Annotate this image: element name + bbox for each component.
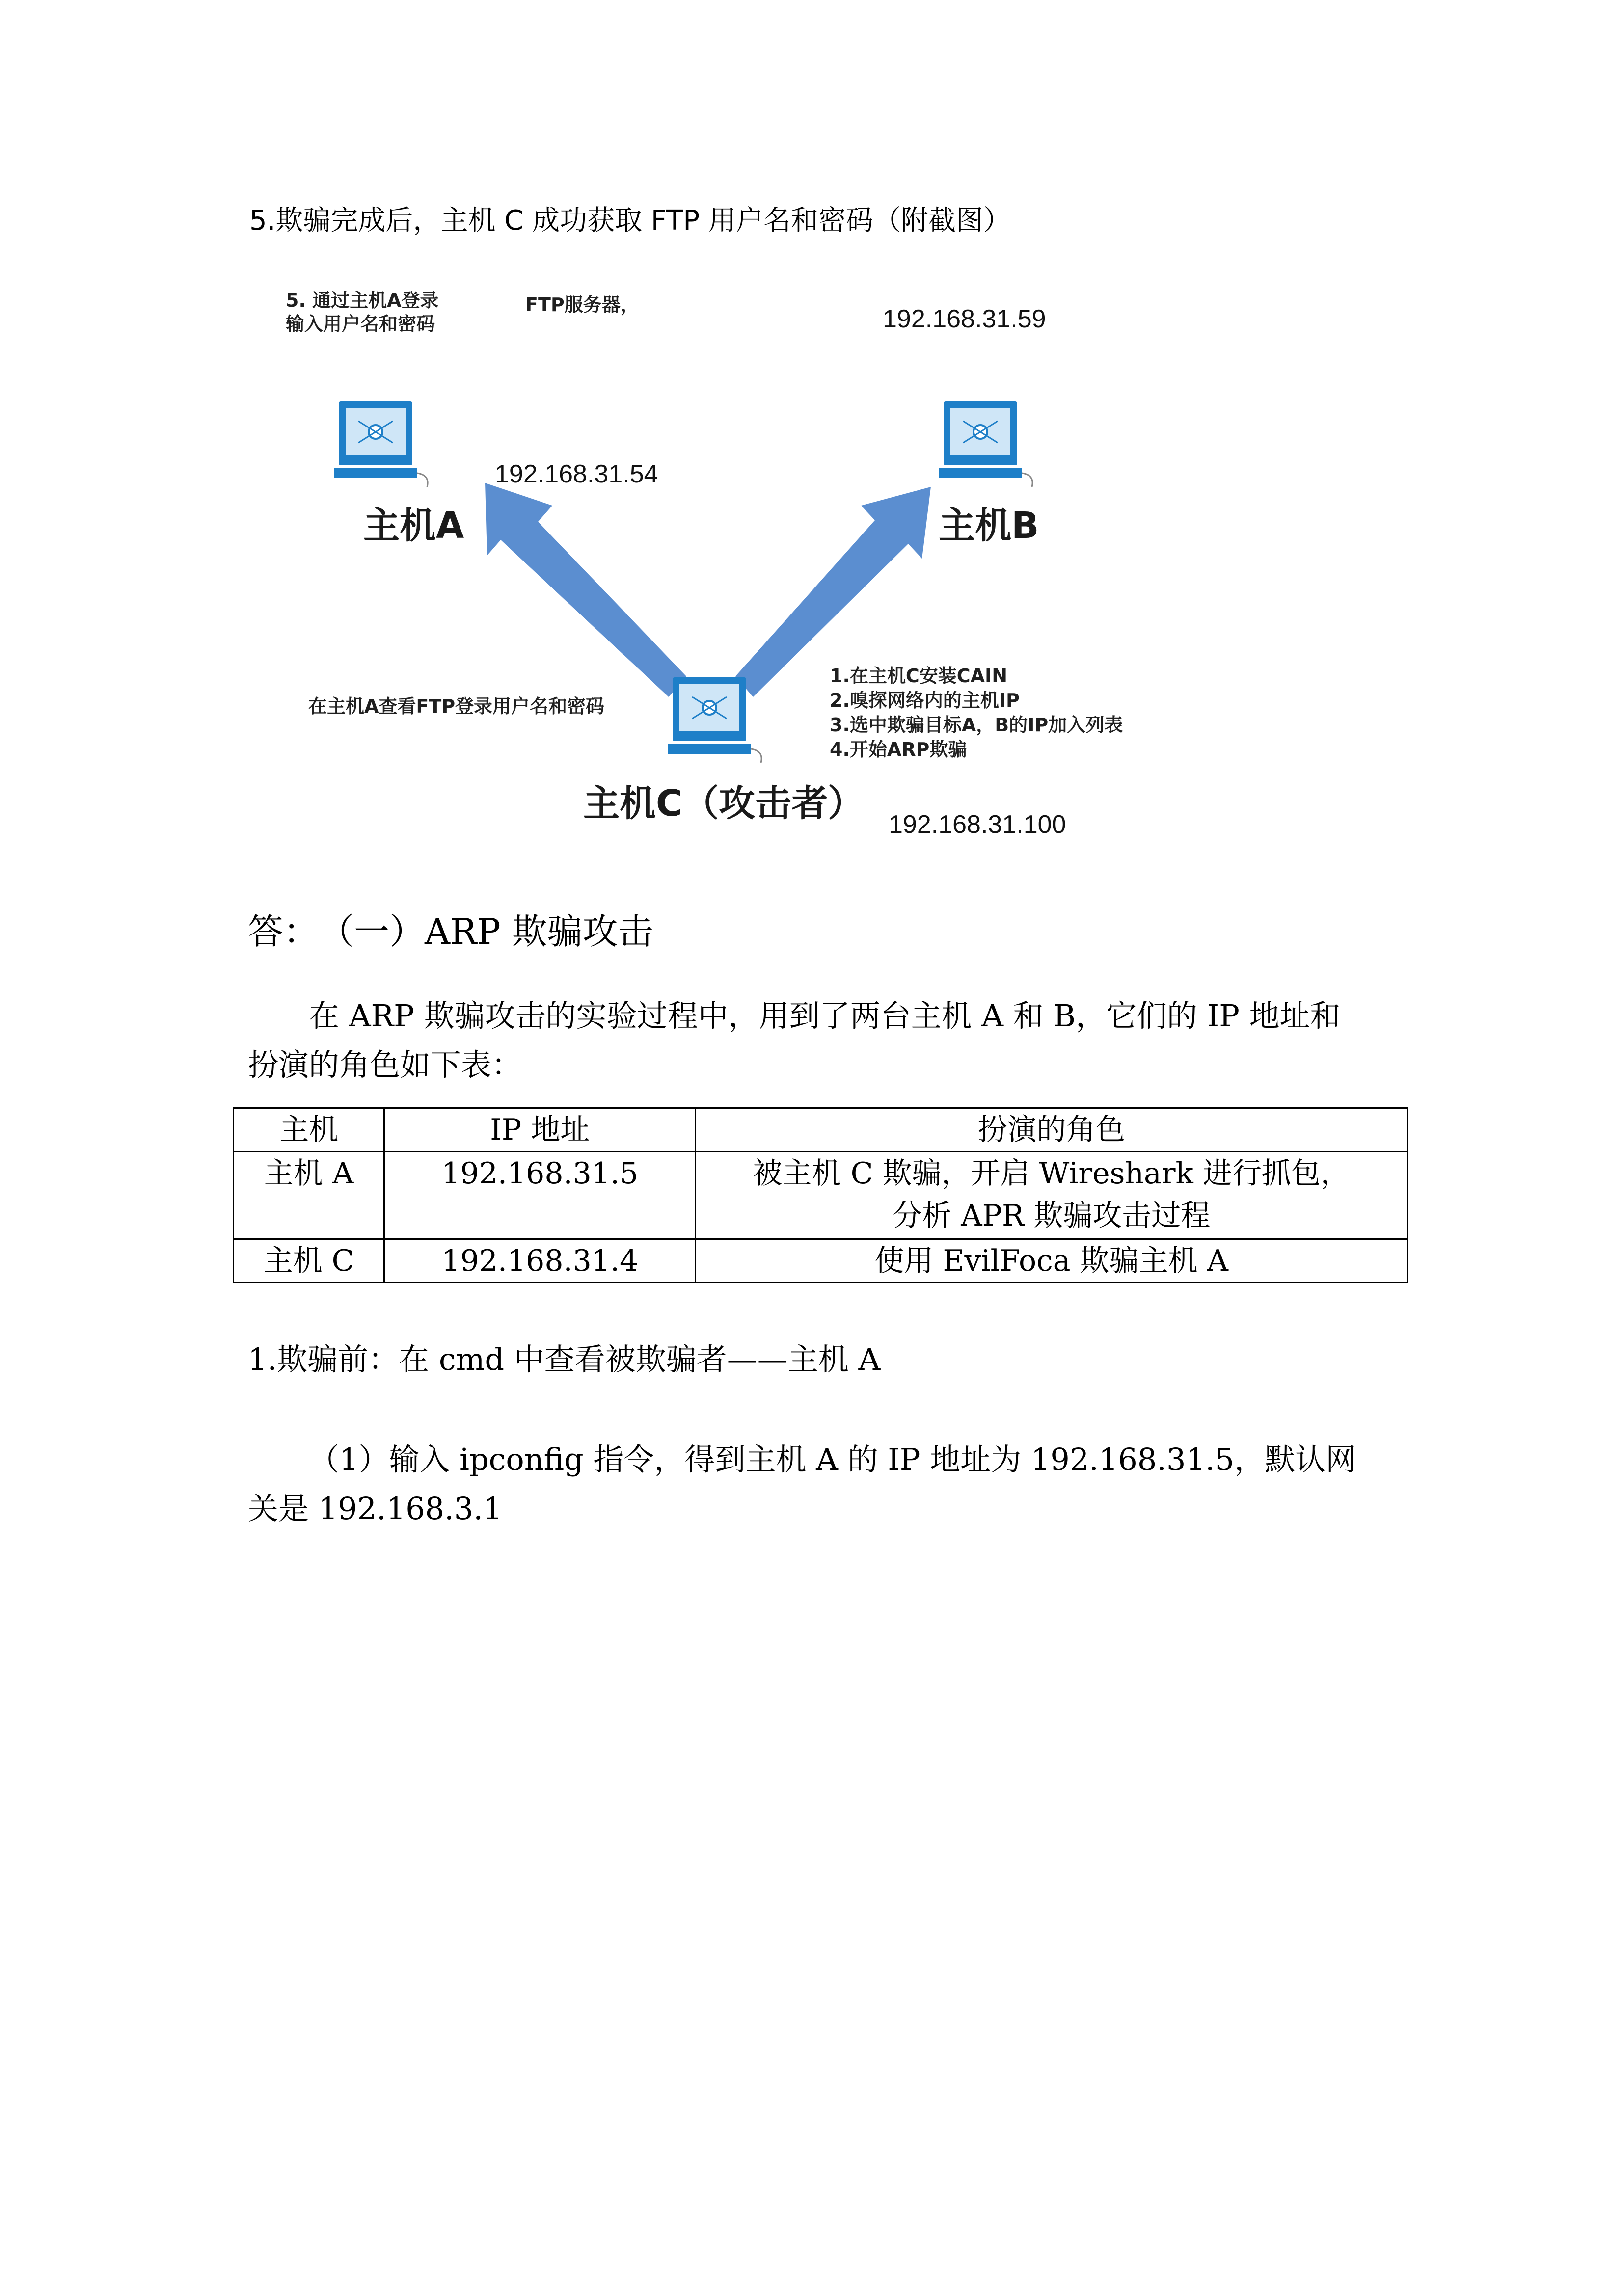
answer-prefix: 答： <box>248 911 319 952</box>
intro-paragraph <box>248 991 1341 1090</box>
attack-step-1: 1.在主机C安装CAIN <box>830 665 1008 687</box>
intro-line-1: 在 ARP 欺骗攻击的实验过程中，用到了两台主机 A 和 B，它们的 IP 地址和 <box>309 998 1341 1034</box>
host-b-computer-icon <box>939 401 1037 490</box>
table-row <box>234 1152 1407 1239</box>
arrow-to-host-a <box>485 483 686 697</box>
host-a-label: 主机A <box>363 505 464 547</box>
ip-host-a: 192.168.31.54 <box>495 460 658 488</box>
answer-heading <box>248 903 653 954</box>
note-ftp-server: FTP服务器， <box>525 294 639 316</box>
cell-role-line-2: 分析 APR 欺骗攻击过程 <box>893 1199 1211 1233</box>
host-c-label: 主机C（攻击者） <box>583 782 865 825</box>
table-row <box>234 1239 1407 1283</box>
cell-role: 使用 EvilFoca 欺骗主机 A <box>696 1239 1407 1283</box>
host-a-computer-icon <box>334 401 432 490</box>
header-ip: IP 地址 <box>384 1108 696 1152</box>
header-role: 扮演的角色 <box>696 1108 1407 1152</box>
cell-host: 主机 C <box>234 1239 384 1283</box>
diagram-arrows <box>275 275 1208 859</box>
note-step5-line1: 5. 通过主机A登录 <box>286 290 439 311</box>
attack-steps-list <box>830 664 1123 762</box>
host-c-computer-icon <box>668 677 766 766</box>
attack-step-2: 2.嗅探网络内的主机IP <box>830 690 1020 711</box>
ip-host-c: 192.168.31.100 <box>889 810 1066 839</box>
step1-sub-line-2: 关是 192.168.3.1 <box>248 1491 503 1526</box>
step1-sub-line-1: （1）输入 ipconfig 指令，得到主机 A 的 IP 地址为 192.168.31.5，默认网 <box>309 1442 1356 1477</box>
cell-ip: 192.168.31.5 <box>384 1152 696 1239</box>
note-step5-line2: 输入用户名和密码 <box>286 313 435 335</box>
attack-step-4: 4.开始ARP欺骗 <box>830 739 967 760</box>
section-title: （一）ARP 欺骗攻击 <box>336 911 653 952</box>
header-host: 主机 <box>234 1108 384 1152</box>
step1-heading: 1.欺骗前：在 cmd 中查看被欺骗者——主机 A <box>248 1341 881 1377</box>
roles-table <box>233 1107 1408 1283</box>
table-header-row <box>234 1108 1407 1152</box>
host-b-label: 主机B <box>939 505 1039 547</box>
ip-host-b: 192.168.31.59 <box>883 305 1046 333</box>
cell-role-line-1: 被主机 C 欺骗，开启 Wireshark 进行抓包， <box>753 1156 1350 1191</box>
cell-role <box>696 1152 1407 1239</box>
intro-line-2: 扮演的角色如下表： <box>248 1047 522 1083</box>
cell-ip: 192.168.31.4 <box>384 1239 696 1283</box>
step5-caption: 5.欺骗完成后，主机 C 成功获取 FTP 用户名和密码（附截图） <box>249 205 1011 237</box>
note-view-ftp: 在主机A查看FTP登录用户名和密码 <box>308 695 605 717</box>
cell-host: 主机 A <box>234 1152 384 1239</box>
network-diagram <box>275 275 1208 859</box>
attack-step-3: 3.选中欺骗目标A，B的IP加入列表 <box>830 714 1123 736</box>
step1-sub-paragraph <box>248 1435 1356 1533</box>
